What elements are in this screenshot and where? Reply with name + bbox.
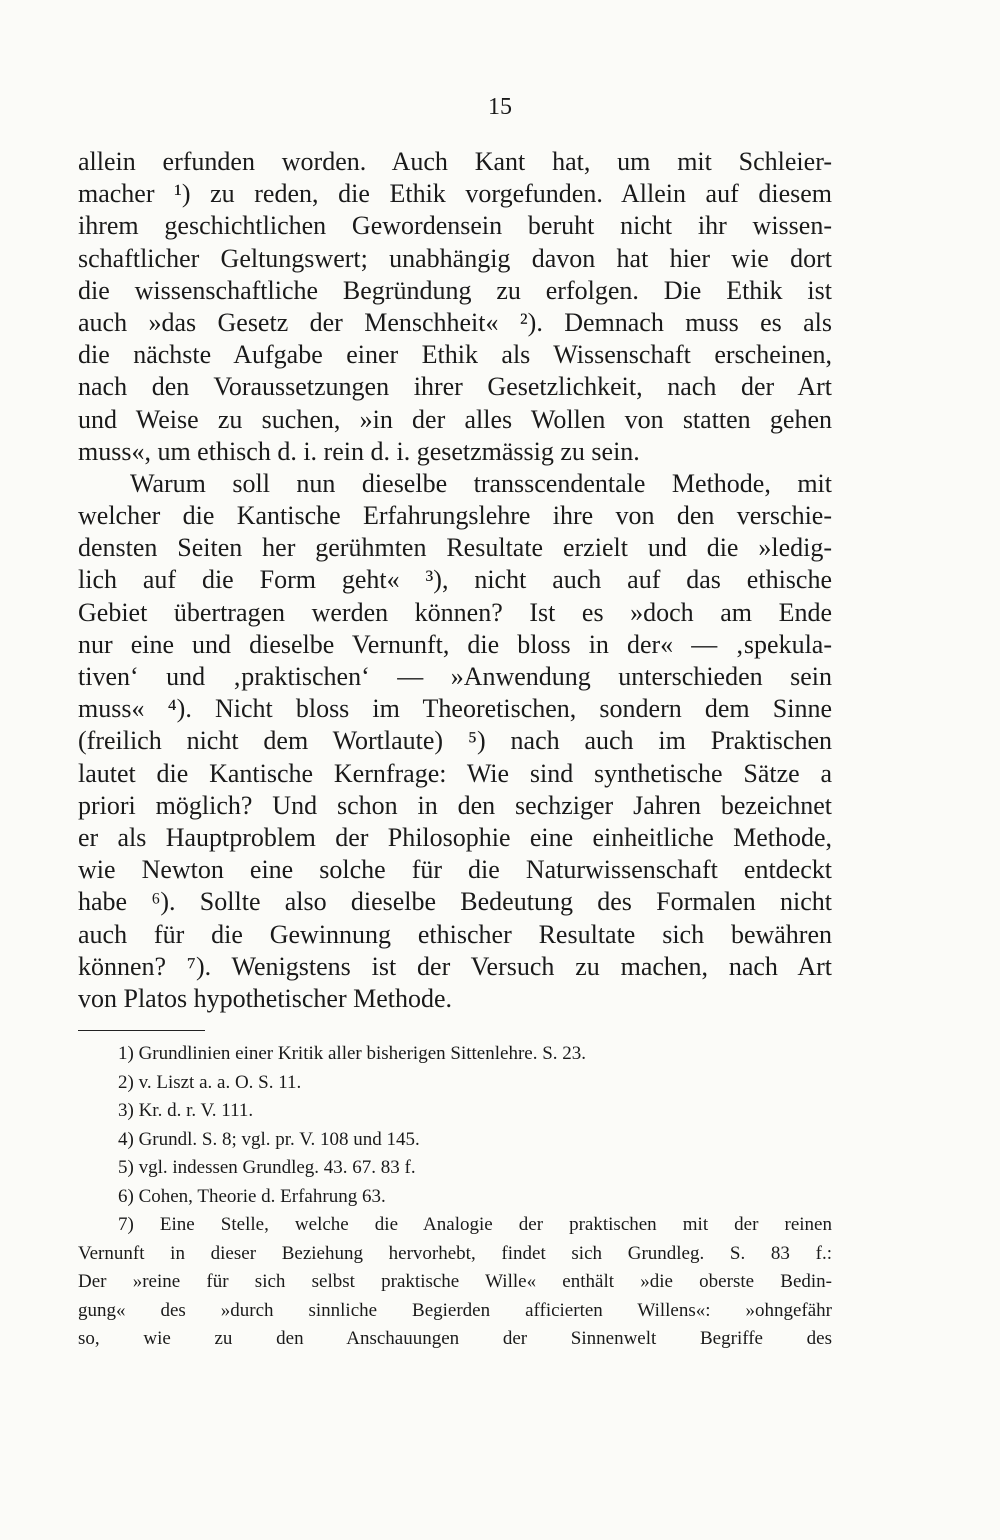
text-line: nur eine und dieselbe Vernunft, die bloss in der« — ‚spekula- bbox=[78, 629, 832, 659]
footnotes bbox=[78, 1040, 832, 1354]
text-line: Warum soll nun dieselbe transscendentale Methode, mit bbox=[130, 468, 832, 498]
text-line: ihrem geschichtlichen Gewordensein beruht nicht ihr wissen- bbox=[78, 211, 832, 241]
text-line: auch für die Gewinnung ethischer Resultate sich bewähren bbox=[78, 919, 832, 949]
footnote-7-continued: Vernunft in dieser Beziehung hervorhebt, findet sich Grundleg. S. 83 f.: bbox=[78, 1242, 832, 1264]
text-line: tiven‘ und ‚praktischen‘ — »Anwendung unterschieden sein bbox=[78, 662, 832, 691]
body-text bbox=[78, 146, 832, 1015]
text-line: und Weise zu suchen, »in der alles Wollen von statten gehen bbox=[78, 404, 832, 434]
text-line: (freilich nicht dem Wortlaute) ⁵) nach auch im Praktischen bbox=[78, 726, 832, 756]
text-line: die nächste Aufgabe einer Ethik als Wissenschaft erscheinen, bbox=[78, 340, 832, 370]
text-line: wie Newton eine solche für die Naturwissenschaft entdeckt bbox=[78, 855, 832, 885]
text-line: auch »das Gesetz der Menschheit« ²). Demnach muss es als bbox=[78, 307, 832, 337]
text-line: schaftlicher Geltungswert; unabhängig davon hat hier wie dort bbox=[78, 243, 832, 273]
footnote-divider bbox=[78, 1030, 205, 1031]
text-line: muss« ⁴). Nicht bloss im Theoretischen, sondern dem Sinne bbox=[78, 694, 832, 724]
page-number: 15 bbox=[488, 94, 512, 120]
footnote-7-continued: gung« des »durch sinnliche Begierden afficierten Willens«: »ohngefähr bbox=[78, 1299, 832, 1321]
text-line: muss«, um ethisch d. i. rein d. i. gesetzmässig zu sein. bbox=[78, 436, 640, 466]
footnote-4: 4) Grundl. S. 8; vgl. pr. V. 108 und 145. bbox=[118, 1128, 420, 1150]
text-line: macher ¹) zu reden, die Ethik vorgefunden. Allein auf diesem bbox=[78, 179, 832, 209]
text-line: priori möglich? Und schon in den sechziger Jahren bezeichnet bbox=[78, 790, 832, 820]
text-line: er als Hauptproblem der Philosophie eine einheitliche Methode, bbox=[78, 822, 832, 852]
text-line: densten Seiten her gerühmten Resultate erzielt und die »ledig- bbox=[78, 533, 832, 563]
footnote-5: 5) vgl. indessen Grundleg. 43. 67. 83 f. bbox=[118, 1157, 416, 1178]
text-line: lautet die Kantische Kernfrage: Wie sind synthetische Sätze a bbox=[78, 758, 832, 788]
footnote-7-continued: Der »reine für sich selbst praktische Wille« enthält »die oberste Bedin- bbox=[78, 1271, 832, 1292]
footnote-2: 2) v. Liszt a. a. O. S. 11. bbox=[118, 1071, 302, 1093]
footnote-7: 7) Eine Stelle, welche die Analogie der praktischen mit der reinen bbox=[118, 1214, 832, 1235]
footnote-3: 3) Kr. d. r. V. 111. bbox=[118, 1100, 254, 1121]
text-line: lich auf die Form geht« ³), nicht auch auf das ethische bbox=[78, 565, 832, 595]
text-line: welcher die Kantische Erfahrungslehre ihre von den verschie- bbox=[78, 501, 832, 531]
text-line: von Platos hypothetischer Methode. bbox=[78, 983, 453, 1013]
footnote-6: 6) Cohen, Theorie d. Erfahrung 63. bbox=[118, 1185, 386, 1207]
text-line: nach den Voraussetzungen ihrer Gesetzlichkeit, nach der Art bbox=[78, 372, 832, 402]
text-line: allein erfunden worden. Auch Kant hat, um mit Schleier- bbox=[78, 147, 832, 176]
text-line: Gebiet übertragen werden können? Ist es »doch am Ende bbox=[78, 597, 832, 627]
text-line: habe ⁶). Sollte also dieselbe Bedeutung des Formalen nicht bbox=[78, 887, 832, 917]
footnote-1: 1) Grundlinien einer Kritik aller bisherigen Sittenlehre. S. 23. bbox=[118, 1043, 587, 1064]
text-line: können? ⁷). Wenigstens ist der Versuch zu machen, nach Art bbox=[78, 951, 832, 981]
text-line: die wissenschaftliche Begründung zu erfolgen. Die Ethik ist bbox=[78, 275, 832, 305]
footnote-7-continued: so, wie zu den Anschauungen der Sinnenwelt Begriffe des bbox=[78, 1328, 832, 1349]
